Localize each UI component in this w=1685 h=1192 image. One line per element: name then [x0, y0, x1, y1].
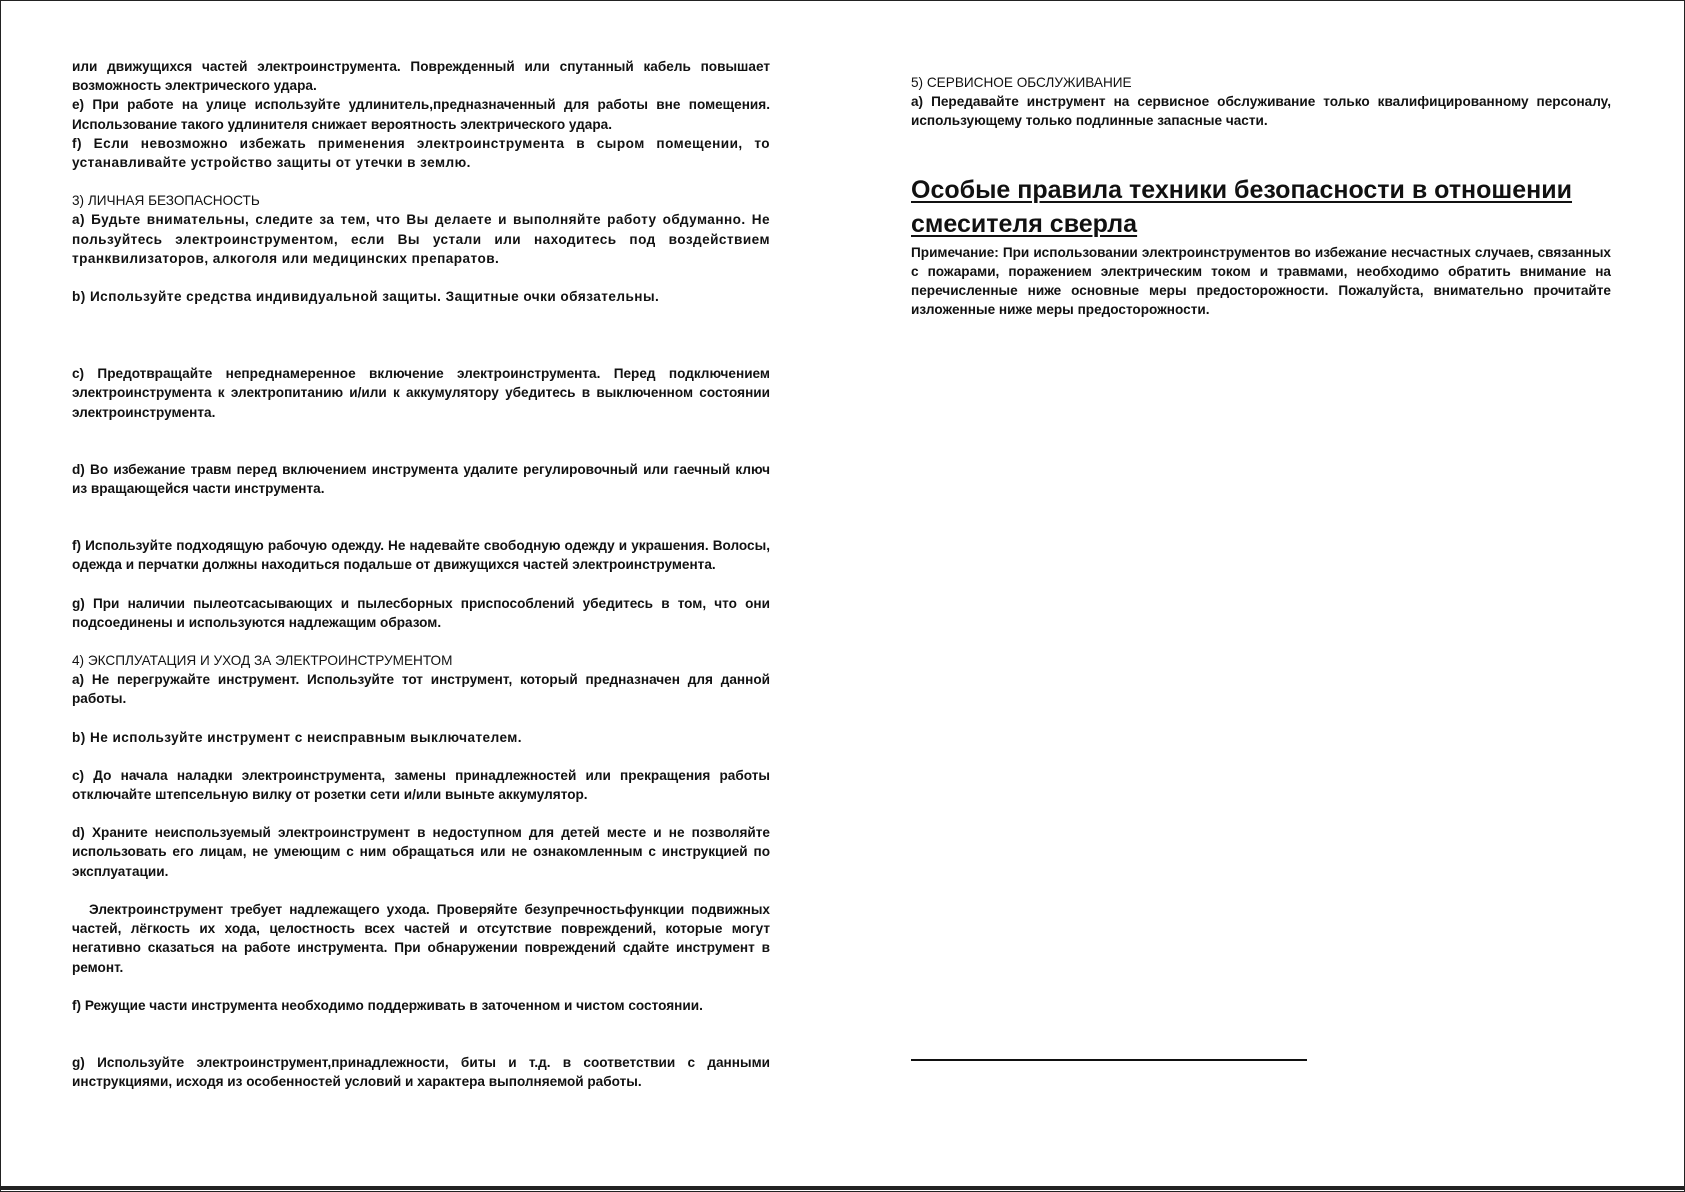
section-5-heading: 5) СЕРВИСНОЕ ОБСЛУЖИВАНИЕ	[911, 75, 1132, 90]
right-column	[911, 73, 1611, 319]
section-3-item-f: f) Используйте подходящую рабочую одежду. Не надевайте свободную одежду и украшения. Волосы, одежда и перчатки должны находиться подальше от движущихся частей электроинструмента.	[72, 538, 770, 573]
section-5-item-a: а) Передавайте инструмент на сервисное обслуживание только квалифицированному персоналу, использующему только подлинные запасные части.	[911, 94, 1611, 129]
section-3-item-g: g) При наличии пылеотсасывающих и пылесборных приспособлений убедитесь в том, что они подсоединены и используются надлежащим образом.	[72, 595, 770, 630]
item-e-extension-cord: e) При работе на улице используйте удлинитель,предназначенный для работы вне помещения. Использование такого удлинителя снижает вероятность электрического удара.	[72, 97, 770, 132]
section-4-item-g: g) Используйте электроинструмент,принадлежности, биты и т.д. в соответствии с данными инструкциями, исходя из особенностей условий и характера выполняемой работы.	[72, 1054, 770, 1090]
page-bottom-border	[0, 1186, 1685, 1190]
section-4-item-c: c) До начала наладки электроинструмента, замены принадлежностей или прекращения работы отключайте штепсельную вилку от розетки сети и/или выньте аккумулятор.	[72, 767, 770, 803]
left-column	[72, 57, 770, 1091]
section-3-heading: 3) ЛИЧНАЯ БЕЗОПАСНОСТЬ	[72, 193, 260, 209]
section-4-item-a: a) Не перегружайте инструмент. Используйте тот инструмент, который предназначен для данной работы.	[72, 672, 770, 707]
section-4-item-f: f) Режущие части инструмента необходимо поддерживать в заточенном и чистом состоянии.	[72, 997, 703, 1013]
item-f-damp-room: f) Если невозможно избежать применения электроинструмента в сыром помещении, то устанавливайте устройство защиты от утечки в землю.	[72, 135, 770, 171]
section-3-item-b: b) Используйте средства индивидуальной защиты. Защитные очки обязательны.	[72, 289, 660, 305]
section-3-item-d: d) Во избежание травм перед включением инструмента удалите регулировочный или гаечный ключ из вращающейся части инструмента.	[72, 461, 770, 497]
section-4-item-b: b) Не используйте инструмент с неисправным выключателем.	[72, 729, 523, 745]
paragraph-cable-damage: или движущихся частей электроинструмента. Поврежденный или спутанный кабель повышает возможность электрического удара.	[72, 59, 770, 94]
section-4-heading: 4) ЭКСПЛУАТАЦИЯ И УХОД ЗА ЭЛЕКТРОИНСТРУМЕНТОМ	[72, 653, 453, 669]
note-paragraph: Примечание: При использовании электроинструментов во избежание несчастных случаев, связанных с пожарами, поражением электрическим током и травмами, необходимо обратить внимание на перечисленные ниже основные меры предосторожности. Пожалуйста, внимательно прочитайте изложенные ниже меры предосторожности.	[911, 244, 1611, 318]
section-4-care-paragraph: Электроинструмент требует надлежащего ухода. Проверяйте безупречностьфункции подвижных частей, лёгкость их хода, целостность всех частей и отсутствие повреждений, которые могут негативно сказаться на работе инструмента. При обнаружении повреждений сдайте инструмент в ремонт.	[72, 901, 770, 975]
footnote-divider	[911, 1059, 1307, 1061]
section-3-item-c: c) Предотвращайте непреднамеренное включение электроинструмента. Перед подключением электроинструмента к электропитанию и/или к аккумулятору убедитесь в выключенном состоянии электроинструмента.	[72, 366, 770, 420]
special-rules-title: Особые правила техники безопасности в отношении смесителя сверла	[911, 175, 1573, 238]
section-3-item-a: а) Будьте внимательны, следите за тем, что Вы делаете и выполняйте работу обдуманно. Не пользуйтесь электроинструментом, если Вы устали или находитесь под воздействием транквилизаторов, алкоголя или медицинских препаратов.	[72, 212, 770, 266]
section-4-item-d: d) Храните неиспользуемый электроинструмент в недоступном для детей месте и не позволяйте использовать его лицам, не умеющим с ним обращаться или не ознакомленным с инструкцией по эксплуатации.	[72, 825, 770, 879]
